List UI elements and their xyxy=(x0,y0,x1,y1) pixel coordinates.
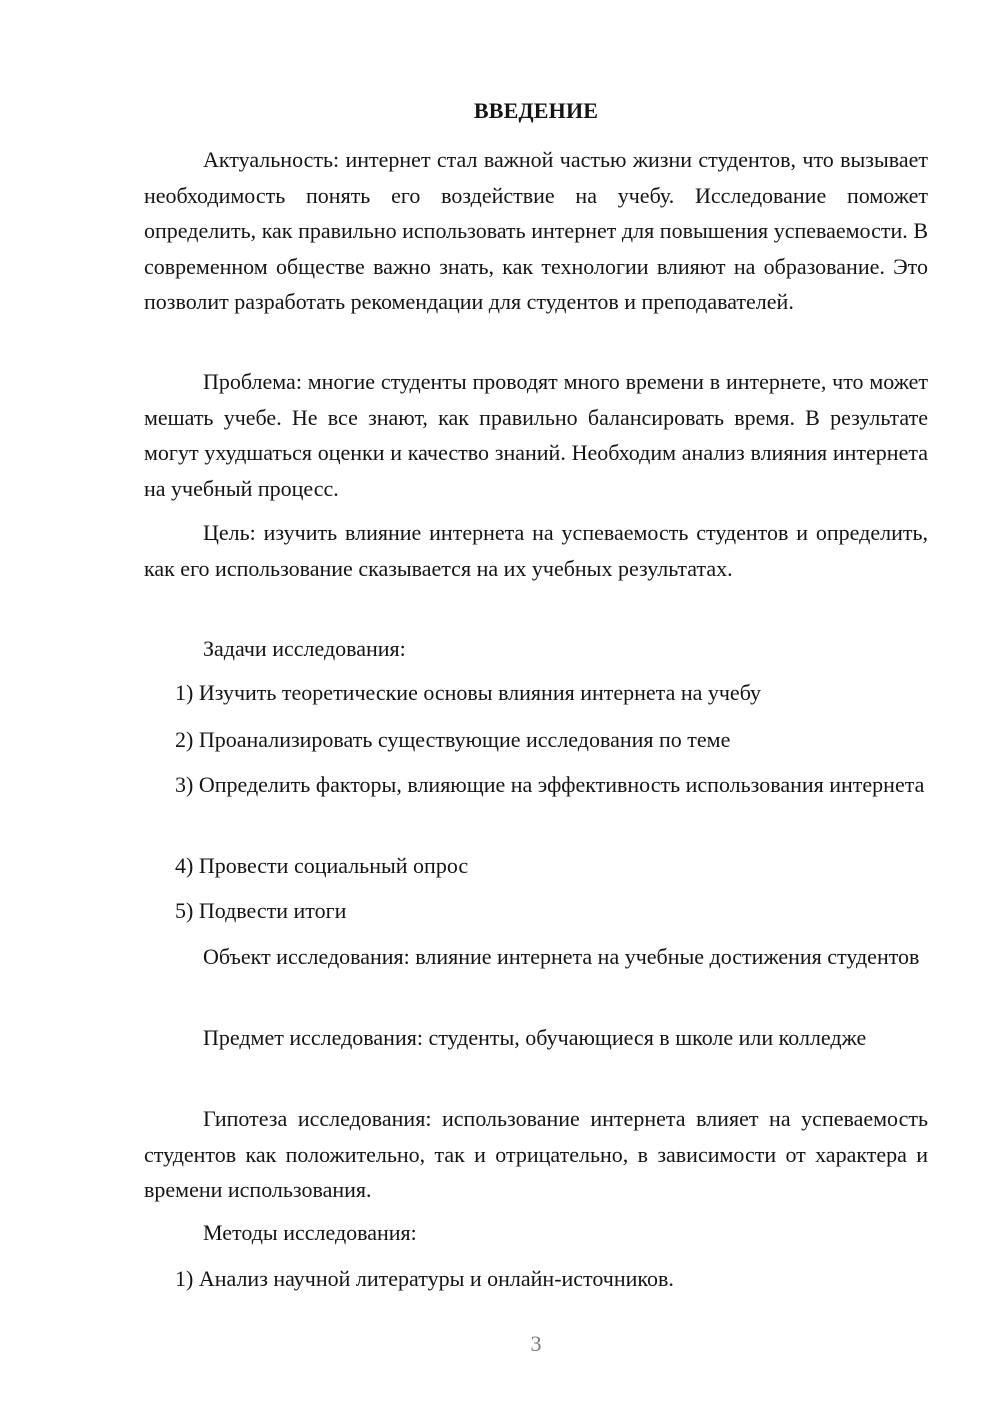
task-item-1: 1) Изучить теоретические основы влияния интернета на учебу xyxy=(175,680,762,705)
task-item-5: 5) Подвести итоги xyxy=(175,898,347,923)
object-paragraph: Объект исследования: влияние интернета на учебные достижения студентов xyxy=(203,944,920,969)
methods-title: Методы исследования: xyxy=(203,1220,417,1245)
tasks-title: Задачи исследования: xyxy=(203,636,406,661)
page-number: 3 xyxy=(530,1331,542,1356)
subject-paragraph: Предмет исследования: студенты, обучающиеся в школе или колледже xyxy=(203,1025,867,1050)
task-item-3: 3) Определить факторы, влияющие на эффективность использования интернета xyxy=(175,772,925,797)
goal-paragraph: Цель: изучить влияние интернета на успеваемость студентов и определить, как его использование сказывается на их учебных результатах. xyxy=(144,520,928,581)
hypothesis-paragraph: Гипотеза исследования: использование интернета влияет на успеваемость студентов как положительно, так и отрицательно, в зависимости от характера и времени использования. xyxy=(144,1106,928,1202)
section-heading: ВВЕДЕНИЕ xyxy=(473,98,599,123)
relevance-paragraph: Актуальность: интернет стал важной частью жизни студентов, что вызывает необходимость понять его воздействие на учебу. Исследование поможет определить, как правильно использовать интернет для повышения успеваемости. В современном обществе важно знать, как технологии влияют на образование. Это позволит разработать рекомендации для студентов и преподавателей. xyxy=(144,147,928,314)
method-item-1: 1) Анализ научной литературы и онлайн-источников. xyxy=(175,1266,674,1291)
problem-paragraph: Проблема: многие студенты проводят много времени в интернете, что может мешать учебе. Не все знают, как правильно балансировать время. В результате могут ухудшаться оценки и качество знаний. Необходим анализ влияния интернета на учебный процесс. xyxy=(144,369,928,501)
task-item-4: 4) Провести социальный опрос xyxy=(175,853,469,878)
task-item-2: 2) Проанализировать существующие исследования по теме xyxy=(175,727,731,752)
